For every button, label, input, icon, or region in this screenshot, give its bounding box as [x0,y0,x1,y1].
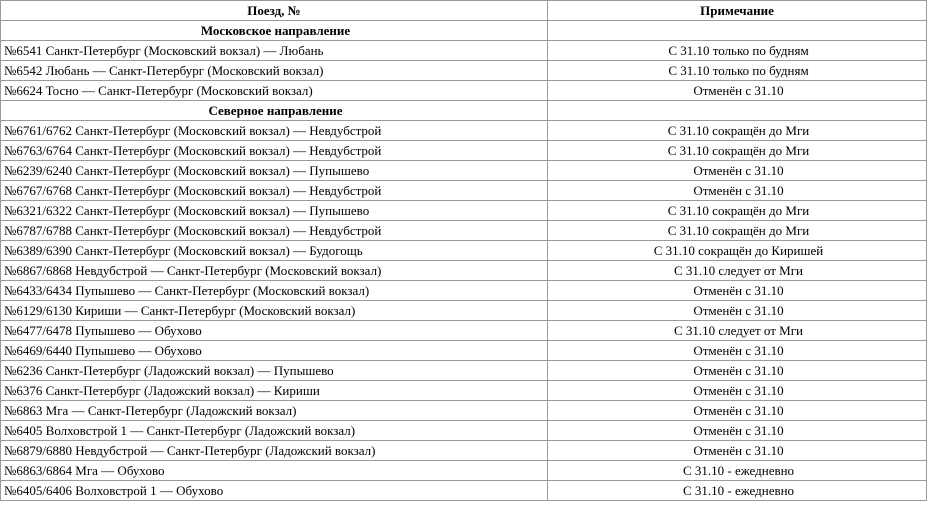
train-cell: №6863/6864 Мга — Обухово [1,461,548,481]
note-cell: С 31.10 - ежедневно [548,481,927,501]
train-cell: №6867/6868 Невдубстрой — Санкт-Петербург (Московский вокзал) [1,261,548,281]
column-header-note: Примечание [548,1,927,21]
note-cell: С 31.10 сокращён до Мги [548,201,927,221]
train-cell: №6624 Тосно — Санкт-Петербург (Московский вокзал) [1,81,548,101]
train-cell: №6239/6240 Санкт-Петербург (Московский вокзал) — Пупышево [1,161,548,181]
note-cell: Отменён с 31.10 [548,181,927,201]
train-cell: №6236 Санкт-Петербург (Ладожский вокзал) — Пупышево [1,361,548,381]
note-cell: С 31.10 сокращён до Мги [548,221,927,241]
table-row [1,81,927,101]
note-cell: Отменён с 31.10 [548,361,927,381]
train-cell: №6376 Санкт-Петербург (Ладожский вокзал) — Кириши [1,381,548,401]
train-cell: №6763/6764 Санкт-Петербург (Московский вокзал) — Невдубстрой [1,141,548,161]
train-cell: №6542 Любань — Санкт-Петербург (Московский вокзал) [1,61,548,81]
table-row [1,461,927,481]
train-cell: №6761/6762 Санкт-Петербург (Московский вокзал) — Невдубстрой [1,121,548,141]
table-row [1,401,927,421]
section-title: Северное направление [1,101,548,121]
table-row [1,281,927,301]
train-cell: №6787/6788 Санкт-Петербург (Московский вокзал) — Невдубстрой [1,221,548,241]
table-row [1,261,927,281]
table-row [1,141,927,161]
note-cell: С 31.10 сокращён до Мги [548,121,927,141]
table-body [1,21,927,501]
note-cell: Отменён с 31.10 [548,161,927,181]
note-cell: С 31.10 сокращён до Мги [548,141,927,161]
table-row [1,181,927,201]
table-row [1,41,927,61]
table-row [1,161,927,181]
note-cell: Отменён с 31.10 [548,421,927,441]
note-cell: С 31.10 сокращён до Киришей [548,241,927,261]
note-cell: Отменён с 31.10 [548,81,927,101]
note-cell: С 31.10 следует от Мги [548,321,927,341]
section-empty-cell [548,101,927,121]
section-title: Московское направление [1,21,548,41]
train-cell: №6405 Волховстрой 1 — Санкт-Петербург (Ладожский вокзал) [1,421,548,441]
train-cell: №6863 Мга — Санкт-Петербург (Ладожский вокзал) [1,401,548,421]
train-cell: №6879/6880 Невдубстрой — Санкт-Петербург (Ладожский вокзал) [1,441,548,461]
table-row [1,341,927,361]
note-cell: Отменён с 31.10 [548,401,927,421]
table-row [1,381,927,401]
note-cell: С 31.10 следует от Мги [548,261,927,281]
table-row [1,481,927,501]
table-row [1,241,927,261]
note-cell: С 31.10 только по будням [548,41,927,61]
note-cell: Отменён с 31.10 [548,381,927,401]
train-cell: №6129/6130 Кириши — Санкт-Петербург (Московский вокзал) [1,301,548,321]
note-cell: Отменён с 31.10 [548,281,927,301]
section-empty-cell [548,21,927,41]
train-cell: №6541 Санкт-Петербург (Московский вокзал) — Любань [1,41,548,61]
table-row [1,121,927,141]
note-cell: Отменён с 31.10 [548,441,927,461]
note-cell: С 31.10 - ежедневно [548,461,927,481]
table-row [1,221,927,241]
table-row [1,361,927,381]
table-row [1,301,927,321]
table-row [1,61,927,81]
train-cell: №6405/6406 Волховстрой 1 — Обухово [1,481,548,501]
train-cell: №6469/6440 Пупышево — Обухово [1,341,548,361]
table-row [1,321,927,341]
section-header-row [1,21,927,41]
note-cell: С 31.10 только по будням [548,61,927,81]
note-cell: Отменён с 31.10 [548,341,927,361]
note-cell: Отменён с 31.10 [548,301,927,321]
table-row [1,201,927,221]
train-cell: №6767/6768 Санкт-Петербург (Московский вокзал) — Невдубстрой [1,181,548,201]
column-header-train: Поезд, № [1,1,548,21]
table-header-row [1,1,927,21]
train-cell: №6477/6478 Пупышево — Обухово [1,321,548,341]
train-cell: №6321/6322 Санкт-Петербург (Московский вокзал) — Пупышево [1,201,548,221]
table-row [1,441,927,461]
section-header-row [1,101,927,121]
train-cell: №6389/6390 Санкт-Петербург (Московский вокзал) — Будогощь [1,241,548,261]
train-cell: №6433/6434 Пупышево — Санкт-Петербург (Московский вокзал) [1,281,548,301]
table-row [1,421,927,441]
